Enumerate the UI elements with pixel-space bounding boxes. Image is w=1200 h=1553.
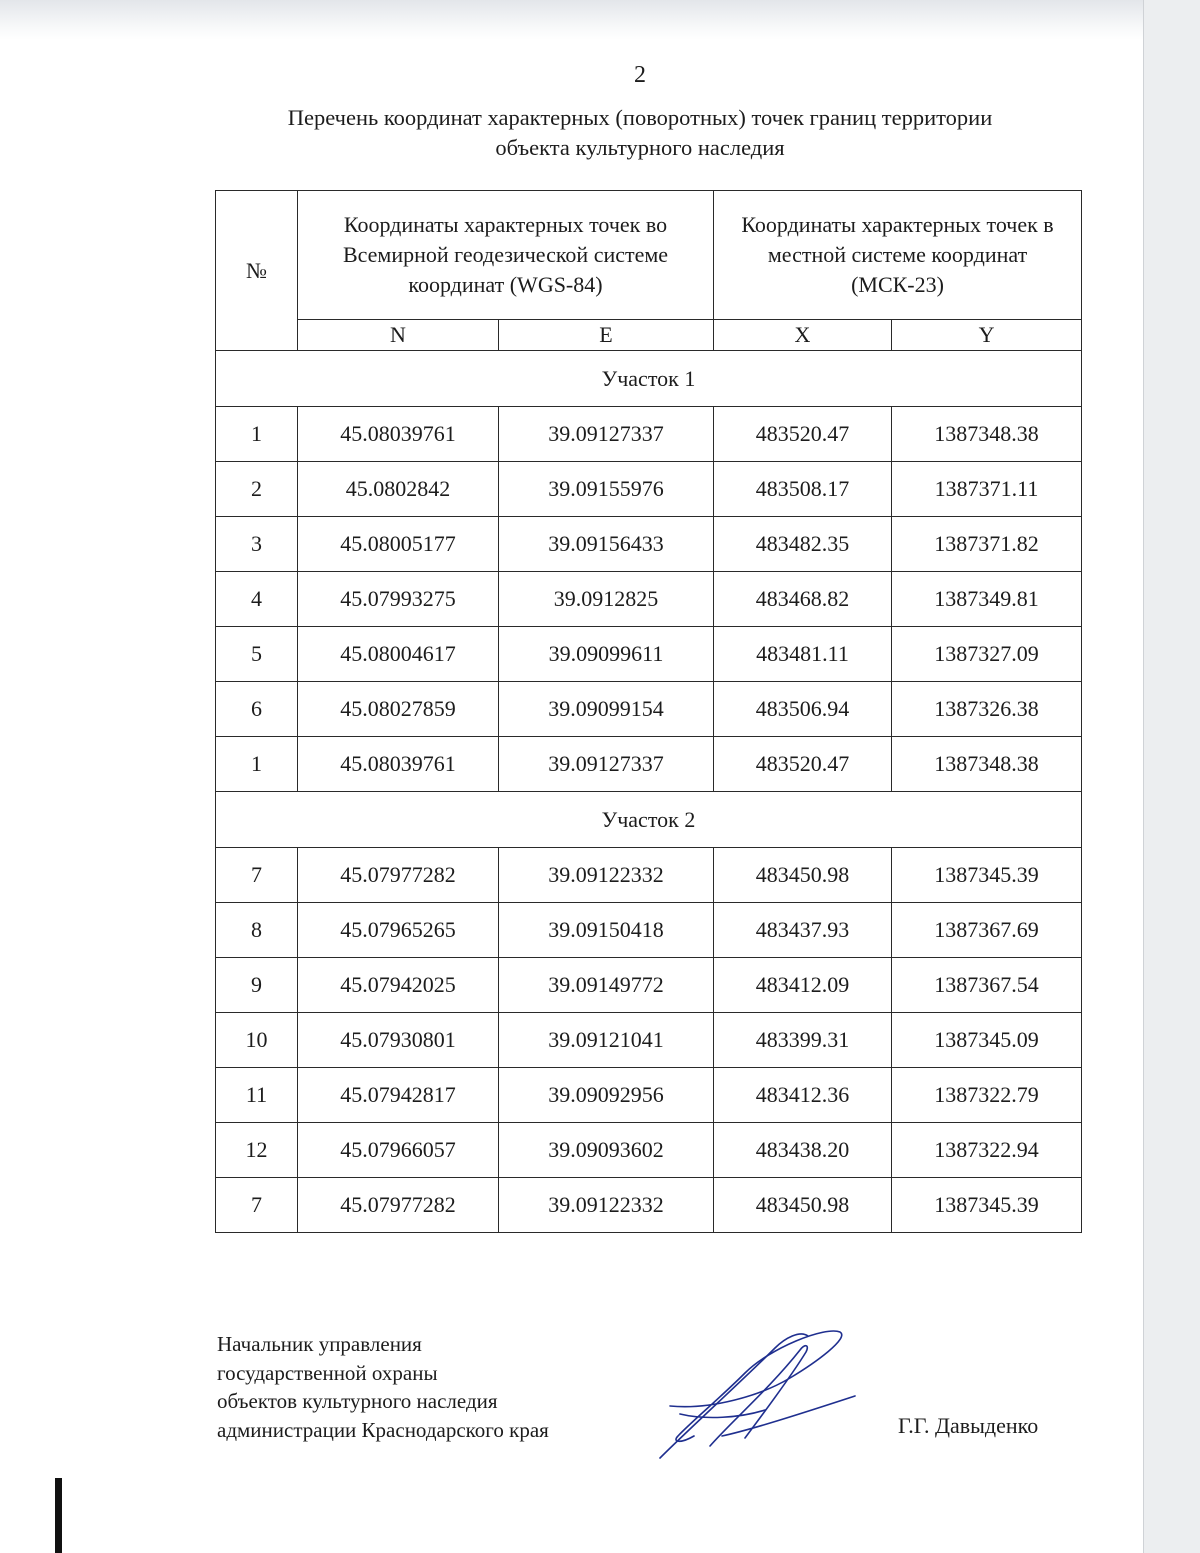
table-row bbox=[216, 1178, 1082, 1233]
coord-y-cell: 1387367.69 bbox=[892, 903, 1082, 958]
coord-y-cell: 1387367.54 bbox=[892, 958, 1082, 1013]
signatory-position bbox=[217, 1330, 647, 1444]
point-number-cell: 6 bbox=[216, 682, 298, 737]
coord-y-cell: 1387348.38 bbox=[892, 407, 1082, 462]
position-line: государственной охраны bbox=[217, 1360, 438, 1385]
coord-n-cell: 45.07942817 bbox=[298, 1068, 499, 1123]
table-row bbox=[216, 572, 1082, 627]
coord-x-cell: 483450.98 bbox=[714, 848, 892, 903]
coord-e-cell: 39.09127337 bbox=[499, 407, 714, 462]
point-number-cell: 7 bbox=[216, 1178, 298, 1233]
document-title bbox=[200, 103, 1080, 163]
point-number-cell: 8 bbox=[216, 903, 298, 958]
coord-x-cell: 483520.47 bbox=[714, 737, 892, 792]
coord-n-cell: 45.07977282 bbox=[298, 848, 499, 903]
coord-n-cell: 45.08004617 bbox=[298, 627, 499, 682]
coord-y-cell: 1387371.82 bbox=[892, 517, 1082, 572]
scan-left-bar bbox=[55, 1478, 62, 1553]
point-number-cell: 5 bbox=[216, 627, 298, 682]
coord-y-cell: 1387345.39 bbox=[892, 1178, 1082, 1233]
point-number-cell: 12 bbox=[216, 1123, 298, 1178]
handwritten-signature bbox=[650, 1318, 870, 1468]
subcol-header-n: N bbox=[298, 320, 499, 351]
table-row bbox=[216, 848, 1082, 903]
section-title: Участок 2 bbox=[216, 792, 1082, 848]
coord-n-cell: 45.08039761 bbox=[298, 737, 499, 792]
point-number-cell: 7 bbox=[216, 848, 298, 903]
point-number-cell: 4 bbox=[216, 572, 298, 627]
coord-x-cell: 483468.82 bbox=[714, 572, 892, 627]
position-line: администрации Краснодарского края bbox=[217, 1417, 549, 1442]
scan-right-edge bbox=[1143, 0, 1200, 1553]
signatory-name: Г.Г. Давыденко bbox=[898, 1413, 1039, 1438]
table-row bbox=[216, 462, 1082, 517]
table-row bbox=[216, 1068, 1082, 1123]
coord-y-cell: 1387371.11 bbox=[892, 462, 1082, 517]
point-number-cell: 3 bbox=[216, 517, 298, 572]
col-header-wgs84: Координаты характерных точек во Всемирной геодезической системе координат (WGS-84) bbox=[298, 191, 714, 320]
coord-e-cell: 39.09122332 bbox=[499, 848, 714, 903]
subcol-header-x: X bbox=[714, 320, 892, 351]
table-row bbox=[216, 958, 1082, 1013]
scan-top-shadow bbox=[0, 0, 1145, 40]
table-row bbox=[216, 627, 1082, 682]
coord-x-cell: 483412.36 bbox=[714, 1068, 892, 1123]
coord-e-cell: 39.09149772 bbox=[499, 958, 714, 1013]
table-row bbox=[216, 1013, 1082, 1068]
coord-n-cell: 45.07993275 bbox=[298, 572, 499, 627]
coord-y-cell: 1387348.38 bbox=[892, 737, 1082, 792]
coord-e-cell: 39.09122332 bbox=[499, 1178, 714, 1233]
point-number-cell: 1 bbox=[216, 407, 298, 462]
coord-n-cell: 45.08005177 bbox=[298, 517, 499, 572]
coord-x-cell: 483438.20 bbox=[714, 1123, 892, 1178]
coord-n-cell: 45.07965265 bbox=[298, 903, 499, 958]
coord-e-cell: 39.09099611 bbox=[499, 627, 714, 682]
title-line: Перечень координат характерных (поворотных) точек границ территории bbox=[287, 105, 993, 130]
coord-e-cell: 39.09155976 bbox=[499, 462, 714, 517]
point-number-cell: 11 bbox=[216, 1068, 298, 1123]
coord-n-cell: 45.0802842 bbox=[298, 462, 499, 517]
coord-e-cell: 39.09150418 bbox=[499, 903, 714, 958]
table-body bbox=[216, 351, 1082, 1233]
coord-x-cell: 483520.47 bbox=[714, 407, 892, 462]
coord-x-cell: 483412.09 bbox=[714, 958, 892, 1013]
coord-y-cell: 1387345.09 bbox=[892, 1013, 1082, 1068]
point-number-cell: 10 bbox=[216, 1013, 298, 1068]
table-row bbox=[216, 682, 1082, 737]
coord-e-cell: 39.09121041 bbox=[499, 1013, 714, 1068]
coord-x-cell: 483508.17 bbox=[714, 462, 892, 517]
coord-x-cell: 483437.93 bbox=[714, 903, 892, 958]
subcol-header-e: E bbox=[499, 320, 714, 351]
coord-x-cell: 483450.98 bbox=[714, 1178, 892, 1233]
coord-y-cell: 1387322.79 bbox=[892, 1068, 1082, 1123]
coord-y-cell: 1387349.81 bbox=[892, 572, 1082, 627]
coord-x-cell: 483481.11 bbox=[714, 627, 892, 682]
position-line: Начальник управления bbox=[217, 1332, 422, 1356]
table-row bbox=[216, 737, 1082, 792]
table-row bbox=[216, 1123, 1082, 1178]
coord-x-cell: 483506.94 bbox=[714, 682, 892, 737]
table-row bbox=[216, 903, 1082, 958]
col-header-msk23: Координаты характерных точек в местной системе координат (МСК-23) bbox=[714, 191, 1082, 320]
coordinates-table bbox=[215, 190, 1082, 1233]
coord-e-cell: 39.09156433 bbox=[499, 517, 714, 572]
section-row bbox=[216, 351, 1082, 407]
section-row bbox=[216, 792, 1082, 848]
coord-y-cell: 1387326.38 bbox=[892, 682, 1082, 737]
coord-n-cell: 45.08039761 bbox=[298, 407, 499, 462]
coord-x-cell: 483399.31 bbox=[714, 1013, 892, 1068]
coord-x-cell: 483482.35 bbox=[714, 517, 892, 572]
point-number-cell: 1 bbox=[216, 737, 298, 792]
coord-n-cell: 45.08027859 bbox=[298, 682, 499, 737]
table-row bbox=[216, 407, 1082, 462]
coord-y-cell: 1387327.09 bbox=[892, 627, 1082, 682]
title-line: объекта культурного наследия bbox=[495, 135, 785, 160]
point-number-cell: 2 bbox=[216, 462, 298, 517]
coord-n-cell: 45.07966057 bbox=[298, 1123, 499, 1178]
page-number: 2 bbox=[634, 62, 646, 88]
coord-n-cell: 45.07977282 bbox=[298, 1178, 499, 1233]
section-title: Участок 1 bbox=[216, 351, 1082, 407]
coord-e-cell: 39.09092956 bbox=[499, 1068, 714, 1123]
point-number-cell: 9 bbox=[216, 958, 298, 1013]
coord-e-cell: 39.0912825 bbox=[499, 572, 714, 627]
position-line: объектов культурного наследия bbox=[217, 1389, 498, 1413]
coord-e-cell: 39.09127337 bbox=[499, 737, 714, 792]
col-header-number: № bbox=[216, 191, 298, 351]
coord-e-cell: 39.09093602 bbox=[499, 1123, 714, 1178]
coord-e-cell: 39.09099154 bbox=[499, 682, 714, 737]
coord-n-cell: 45.07942025 bbox=[298, 958, 499, 1013]
coord-y-cell: 1387322.94 bbox=[892, 1123, 1082, 1178]
table-row bbox=[216, 517, 1082, 572]
subcol-header-y: Y bbox=[892, 320, 1082, 351]
coord-y-cell: 1387345.39 bbox=[892, 848, 1082, 903]
coord-n-cell: 45.07930801 bbox=[298, 1013, 499, 1068]
